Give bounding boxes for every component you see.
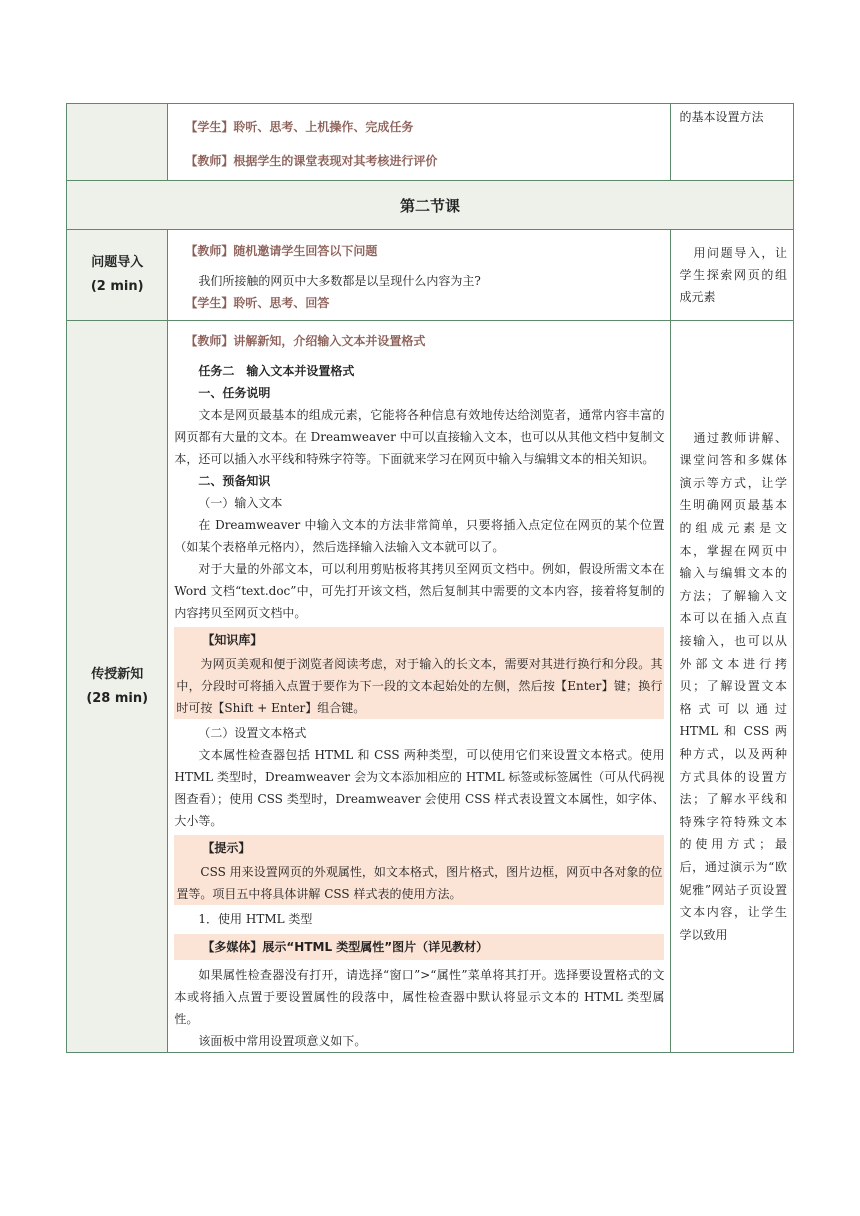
design-note: 通过教师讲解、课堂问答和多媒体演示等方式，让学生明确网页最基本的组成元素是文本，掌握在网页中输入与编辑文本的方法；了解输入文本可以在插入点直接输入，也可以从外部文本进行拷贝；了解设置文本格式可以通过 HTML 和 CSS 两种方式，以及两种方式具体的设置方法；了解水平线和特殊字符特殊文本的使用方式；最后，通过演示为“欧妮雅”网站子页设置文本内容，让学生学以致用 (679, 430, 787, 942)
tip-box-title: 【提示】 (202, 841, 251, 855)
heading-task-desc: 一、任务说明 (198, 386, 271, 400)
row1-label-cell (67, 104, 168, 181)
paragraph: 对于大量的外部文本，可以利用剪贴板将其拷贝至网页文档中。例如，假设所需文本在 Word 文档“text.doc”中，可先打开该文档，然后复制其中需要的文本内容，接着将复制的内容拷贝至网页文档中。 (174, 562, 665, 620)
row-main (67, 321, 794, 1053)
row-continuation (67, 104, 794, 181)
paragraph: 该面板中常用设置项意义如下。 (198, 1034, 367, 1048)
student-activity: 【学生】聆听、思考、上机操作、完成任务 (185, 120, 414, 134)
paragraph: 如果属性检查器没有打开，请选择“窗口”>“属性”菜单将其打开。选择要设置格式的文本或将插入点置于要设置属性的段落中，属性检查器中默认将显示文本的 HTML 类型属性。 (174, 968, 665, 1026)
subheading-format: （二）设置文本格式 (198, 726, 307, 740)
intro-note-cell (671, 230, 794, 321)
teacher-activity: 【教师】根据学生的课堂表现对其考核进行评价 (185, 154, 438, 168)
intro-label-cell (67, 230, 168, 321)
main-label-cell (67, 321, 168, 1053)
tip-box (174, 835, 664, 905)
lesson-plan-table (66, 103, 794, 1053)
main-note-cell (671, 321, 794, 1053)
section-title: 第二节课 (67, 181, 794, 230)
main-time: (28 min) (86, 690, 149, 706)
paragraph: 在 Dreamweaver 中输入文本的方法非常简单，只要将插入点定位在网页的某个位置（如某个表格单元格内），然后选择输入法输入文本就可以了。 (174, 518, 665, 554)
knowledge-box-title: 【知识库】 (202, 633, 263, 647)
paragraph: 文本是网页最基本的组成元素，它能将各种信息有效地传达给浏览者，通常内容丰富的网页都有大量的文本。在 Dreamweaver 中可以直接输入文本，也可以从其他文档中复制文本，还可以插入水平线和特殊字符等。下面就来学习在网页中输入与编辑文本的相关知识。 (174, 408, 665, 466)
subheading-input-text: （一）输入文本 (198, 496, 283, 510)
knowledge-box (174, 627, 664, 719)
row1-content-cell (168, 104, 671, 181)
intro-label: 问题导入 (91, 255, 144, 270)
intro-time: (2 min) (90, 279, 144, 294)
subheading-html-type: 1．使用 HTML 类型 (198, 912, 313, 926)
student-activity: 【学生】聆听、思考、回答 (185, 296, 330, 310)
row1-note-cell (671, 104, 794, 181)
design-note: 的基本设置方法 (679, 110, 764, 124)
row-section-title (67, 181, 794, 230)
intro-content-cell (168, 230, 671, 321)
main-label: 传授新知 (91, 666, 144, 682)
tip-box-text: CSS 用来设置网页的外观属性，如文本格式，图片格式，图片边框，网页中各对象的位置等。项目五中将具体讲解 CSS 样式表的使用方法。 (176, 865, 663, 901)
heading-prep: 二、预备知识 (198, 474, 271, 488)
intro-question: 我们所接触的网页中大多数都是以呈现什么内容为主? (198, 274, 481, 288)
teacher-activity: 【教师】讲解新知，介绍输入文本并设置格式 (185, 334, 426, 348)
paragraph: 文本属性检查器包括 HTML 和 CSS 两种类型，可以使用它们来设置文本格式。使用 HTML 类型时，Dreamweaver 会为文本添加相应的 HTML 标签或标签属性（可从代码视图查看）；使用 CSS 类型时，Dreamweaver 会使用 CSS 样式表设置文本属性，如字体、大小等。 (174, 748, 665, 828)
row-intro (67, 230, 794, 321)
knowledge-box-text: 为网页美观和便于浏览者阅读考虑，对于输入的长文本，需要对其进行换行和分段。其中，分段时可将插入点置于要作为下一段的文本起始处的左侧，然后按【Enter】键；换行时可按【Shift + Enter】组合键。 (176, 657, 663, 715)
design-note: 用问题导入，让学生探索网页的组成元素 (679, 246, 787, 304)
multimedia-box: 【多媒体】展示“HTML 类型属性”图片（详见教材） (174, 934, 664, 960)
teacher-activity: 【教师】随机邀请学生回答以下问题 (185, 244, 378, 258)
task-title: 任务二 输入文本并设置格式 (198, 364, 355, 378)
main-content-cell (168, 321, 671, 1053)
